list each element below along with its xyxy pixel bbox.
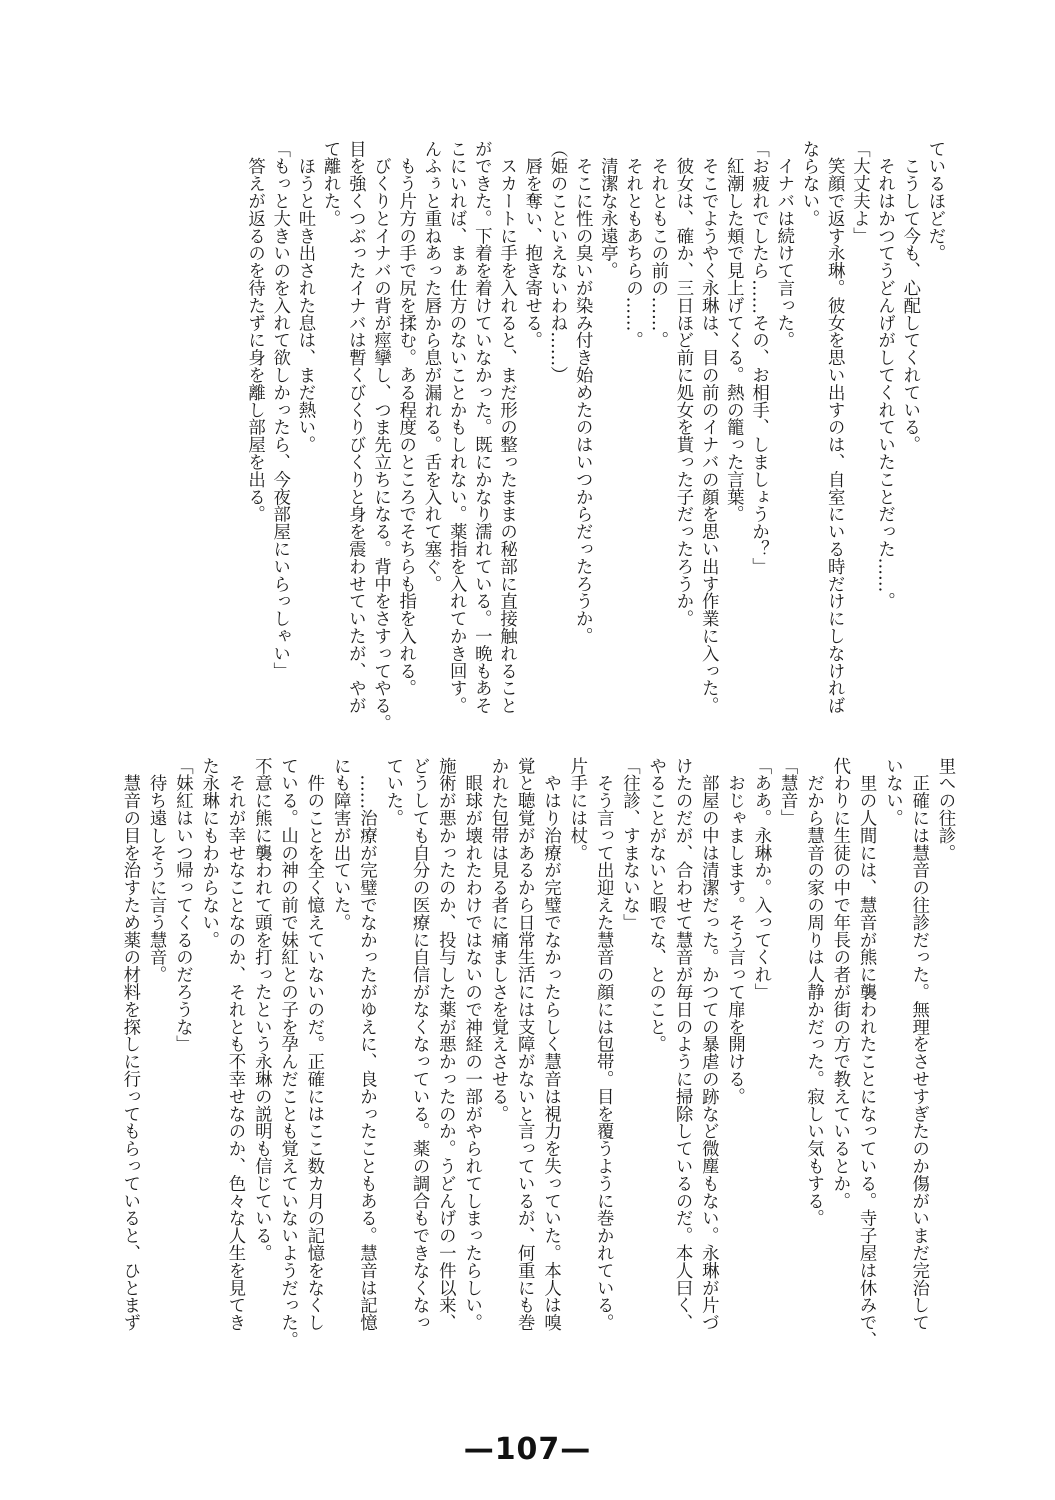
text-column: 施術が悪かったのか、投与した薬が悪かったのか。うどんげの一件以来、 bbox=[435, 757, 456, 1332]
text-column: た永琳にもわからない。 bbox=[198, 757, 219, 949]
text-column: おじゃまします。そう言って扉を開ける。 bbox=[724, 757, 745, 1105]
text-column: ほうと吐き出された息は、まだ熱い。 bbox=[294, 140, 315, 454]
text-column: 里の人間には、慧音が熊に襲われたことになっている。寺子屋は休みで、 bbox=[856, 757, 877, 1349]
text-column: 唇を奪い、抱き寄せる。 bbox=[521, 140, 542, 349]
text-column: 覚と聴覚があるから日常生活には支障がないと言っているが、何重にも巻 bbox=[514, 757, 535, 1332]
page-number: —107— bbox=[463, 1432, 592, 1467]
text-column: 代わりに生徒の中で年長の者が街の方で教えているとか。 bbox=[829, 757, 850, 1210]
text-column: イナバは続けて言った。 bbox=[773, 140, 794, 349]
text-column: 彼女は、確か、三日ほど前に処女を貰った子だったろうか。 bbox=[672, 140, 693, 628]
text-column: けたのだが、合わせて慧音が毎日のように掃除しているのだ。本人曰く、 bbox=[672, 757, 693, 1332]
text-column: 「妹紅はいつ帰ってくるのだろうな」 bbox=[172, 757, 193, 1053]
text-column: 件のことを全く憶えていないのだ。正確にはここ数カ月の記憶をなくし bbox=[303, 757, 324, 1332]
text-column: ならない。 bbox=[798, 140, 819, 227]
text-column: 「お疲れでしたら……その、お相手、しましょうか？」 bbox=[748, 140, 769, 575]
text-column: 「大丈夫よ」 bbox=[849, 140, 870, 245]
text-column: それともあちらの……。 bbox=[622, 140, 643, 349]
text-column: ができた。下着を着けていなかった。既にかなり濡れている。一晩もあそ bbox=[471, 140, 492, 715]
text-column: 答えが返るのを待たずに身を離し部屋を出る。 bbox=[244, 140, 265, 523]
text-column: 正確には慧音の往診だった。無理をさせすぎたのか傷がいまだ完治して bbox=[908, 757, 929, 1332]
text-column: だから慧音の家の周りは人静かだった。寂しい気もする。 bbox=[803, 757, 824, 1227]
text-block-top bbox=[241, 140, 947, 730]
text-column: 不意に熊に襲われて頭を打ったという永琳の説明も信じている。 bbox=[251, 757, 272, 1262]
text-column: 「往診、すまないな」 bbox=[619, 757, 640, 931]
text-column: にも障害が出ていた。 bbox=[330, 757, 351, 931]
text-column: 里への往診。 bbox=[935, 757, 955, 862]
text-column: それともこの前の……。 bbox=[647, 140, 668, 349]
text-column: ている。山の神の前で妹紅との子を孕んだことも覚えていないようだった。 bbox=[277, 757, 298, 1349]
text-column: 笑顔で返す永琳。彼女を思い出すのは、自室にいる時だけにしなければ bbox=[824, 140, 845, 715]
text-column: それはかつてうどんげがしてくれていたことだった……。 bbox=[874, 140, 895, 610]
text-column: びくりとイナバの背が痙攣し、つま先立ちになる。背中をさすってやる。 bbox=[370, 140, 391, 732]
text-column: そこでようやく永琳は、目の前のイナバの顔を思い出す作業に入った。 bbox=[698, 140, 719, 715]
text-column: かれた包帯は見る者に痛ましさを覚えさせる。 bbox=[487, 757, 508, 1123]
text-column: 待ち遠しそうに言う慧音。 bbox=[146, 757, 167, 984]
text-column: やることがないと暇でな、とのこと。 bbox=[645, 757, 666, 1053]
text-column: 慧音の目を治すため薬の材料を探しに行ってもらっていると、ひとまず bbox=[119, 757, 140, 1332]
text-column: そう言って出迎えた慧音の顔には包帯。目を覆うように巻かれている。 bbox=[593, 757, 614, 1332]
text-column: ていた。 bbox=[382, 757, 403, 827]
text-column: 目を強くつぶったイナバは暫くびくりびくりと身を震わせていたが、やが bbox=[345, 140, 366, 715]
text-column: ているほどだ。 bbox=[925, 140, 945, 262]
text-column: 「もっと大きいのを入れて欲しかったら、今夜部屋にいらっしゃい」 bbox=[269, 140, 290, 680]
text-column: （姫のこといえないわね……） bbox=[546, 140, 567, 384]
text-column: 「慧音」 bbox=[777, 757, 798, 827]
text-column: て離れた。 bbox=[320, 140, 341, 227]
text-column: 「ああ。永琳か。入ってくれ」 bbox=[750, 757, 771, 1001]
text-column: もう片方の手で尻を揉む。ある程度のところでそちらも指を入れる。 bbox=[395, 140, 416, 697]
text-column: 眼球が壊れたわけではないので神経の一部がやられてしまったらしい。 bbox=[461, 757, 482, 1332]
text-column: んふぅと重ねあった唇から息が漏れる。舌を入れて塞ぐ。 bbox=[420, 140, 441, 593]
text-column: ……治療が完璧でなかったがゆえに、良かったこともある。慧音は記憶 bbox=[356, 757, 377, 1332]
text-column: こうして今も、心配してくれている。 bbox=[899, 140, 920, 454]
text-column: 片手には杖。 bbox=[566, 757, 587, 862]
text-block-bottom bbox=[117, 757, 959, 1349]
text-column: 紅潮した頬で見上げてくる。熱の籠った言葉。 bbox=[723, 140, 744, 523]
text-column: 清潔な永遠亭。 bbox=[597, 140, 618, 280]
text-column: スカートに手を入れると、まだ形の整ったままの秘部に直接触れること bbox=[496, 140, 517, 715]
text-column: そこに性の臭いが染み付き始めたのはいつからだったろうか。 bbox=[572, 140, 593, 645]
text-column: 部屋の中は清潔だった。かつての暴虐の跡など微塵もない。永琳が片づ bbox=[698, 757, 719, 1332]
text-column: それが幸せなことなのか、それとも不幸せなのか、色々な人生を見てき bbox=[224, 757, 245, 1332]
text-column: いない。 bbox=[882, 757, 903, 827]
text-column: やはり治療が完璧でなかったらしく慧音は視力を失っていた。本人は嗅 bbox=[540, 757, 561, 1332]
text-column: どうしても自分の医療に自信がなくなっている。薬の調合もできなくなっ bbox=[409, 757, 430, 1332]
text-column: こにいれば、まぁ仕方のないことかもしれない。薬指を入れてかき回す。 bbox=[446, 140, 467, 715]
